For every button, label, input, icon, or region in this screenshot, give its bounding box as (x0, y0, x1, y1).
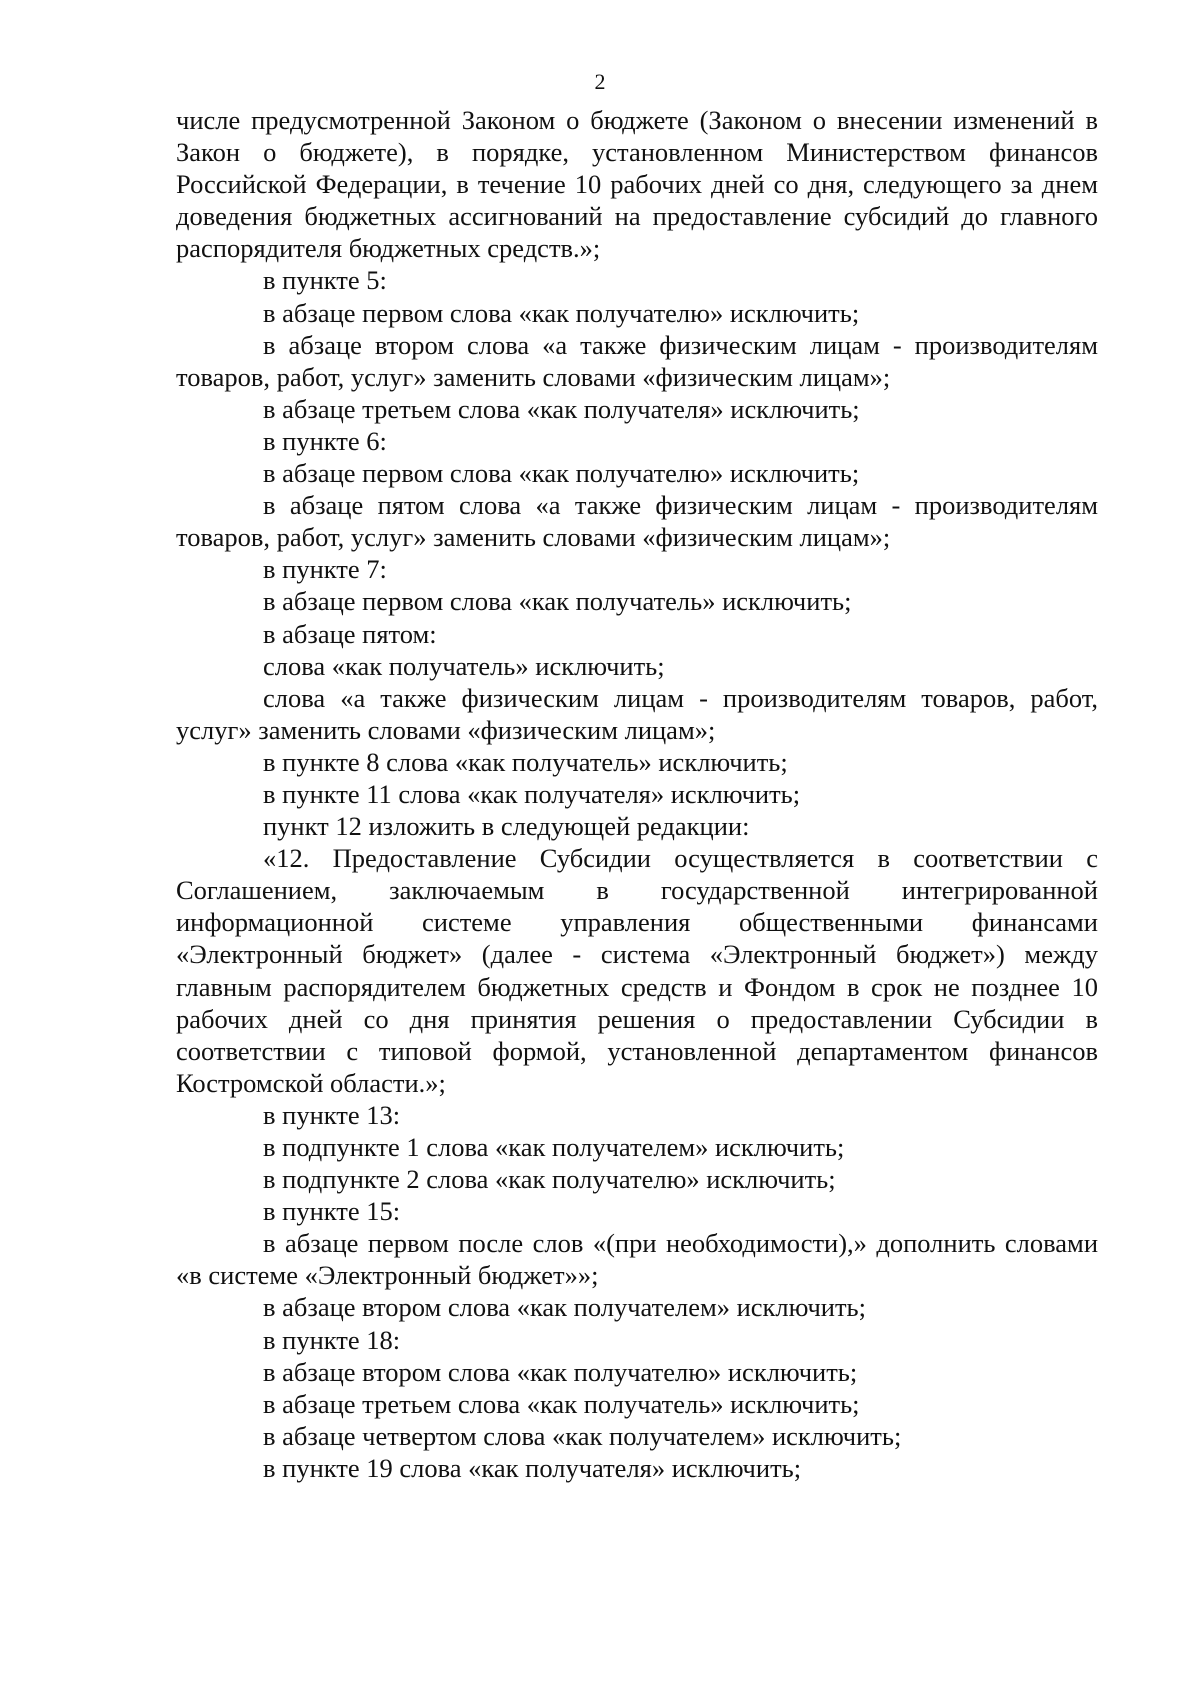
page-number: 2 (594, 69, 606, 94)
paragraph-item-7-para-5: в абзаце пятом: (263, 618, 437, 649)
paragraph-continuation: числе предусмотренной Законом о бюджете (Законом о внесении изменений в Закон о бюджете), в порядке, установленном Министерством финансов Российской Федерации, в течение 10 рабочих дней со дня, следующего за днем доведения бюджетных ассигнований на предоставление субсидий до главного распорядителя бюджетных средств.»; (176, 105, 1098, 264)
paragraph-item-15-para-1: в абзаце первом после слов «(при необходимости),» дополнить словами «в системе «Электронный бюджет»»; (176, 1228, 1098, 1291)
paragraph-item-18-para-3: в абзаце третьем слова «как получатель» исключить; (263, 1388, 860, 1419)
paragraph-item-13-sub-1: в подпункте 1 слова «как получателем» исключить; (263, 1132, 845, 1162)
paragraph-item-6-para-1: в абзаце первом слова «как получателю» исключить; (263, 458, 860, 489)
paragraph-item-12-new-text: «12. Предоставление Субсидии осуществляется в соответствии с Соглашением, заключаемым в государственной интегрированной информационной системе управления общественными финансами «Электронный бюджет» (далее - система «Электронный бюджет») между главным распорядителем бюджетных средств и Фондом в срок не позднее 10 рабочих дней со дня принятия решения о предоставлении Субсидии в соответствии с типовой формой, установленной департаментом финансов Костромской области.»; (176, 843, 1098, 1098)
paragraph-item-5-para-1: в абзаце первом слова «как получателю» исключить; (263, 297, 860, 328)
paragraph-item-18-para-4: в абзаце четвертом слова «как получателем» исключить; (263, 1420, 902, 1451)
paragraph-item-7-para-5-a: слова «как получатель» исключить; (263, 650, 665, 681)
paragraph-item-6: в пункте 6: (263, 425, 387, 456)
paragraph-item-13: в пункте 13: (263, 1099, 401, 1130)
paragraph-item-6-para-5: в абзаце пятом слова «а также физическим лицам - производителям товаров, работ, услуг» заменить словами «физическим лицам»; (176, 490, 1098, 553)
paragraph-item-18-para-2: в абзаце втором слова «как получателю» исключить; (263, 1356, 858, 1387)
paragraph-item-5-para-3: в абзаце третьем слова «как получателя» исключить; (263, 393, 860, 424)
paragraph-item-19: в пункте 19 слова «как получателя» исключить; (263, 1452, 802, 1483)
paragraph-item-7-para-1: в абзаце первом слова «как получатель» исключить; (263, 586, 852, 617)
paragraph-item-5-para-2: в абзаце втором слова «а также физическим лицам - производителям товаров, работ, услуг» заменить словами «физическим лицам»; (176, 329, 1098, 392)
paragraph-item-18: в пункте 18: (263, 1324, 401, 1355)
paragraph-item-15-para-2: в абзаце втором слова «как получателем» исключить; (263, 1292, 866, 1323)
paragraph-item-7: в пункте 7: (263, 554, 387, 585)
paragraph-item-5: в пункте 5: (263, 265, 387, 296)
paragraph-item-8: в пункте 8 слова «как получатель» исключить; (263, 746, 788, 777)
paragraph-item-15: в пункте 15: (263, 1196, 401, 1227)
paragraph-item-12: пункт 12 изложить в следующей редакции: (263, 811, 750, 842)
paragraph-item-13-sub-2: в подпункте 2 слова «как получателю» исключить; (263, 1164, 836, 1195)
paragraph-item-7-para-5-b: слова «а также физическим лицам - производителям товаров, работ, услуг» заменить словами «физическим лицам»; (176, 682, 1098, 745)
document-body (176, 104, 1098, 1484)
paragraph-item-11: в пункте 11 слова «как получателя» исключить; (263, 778, 801, 809)
